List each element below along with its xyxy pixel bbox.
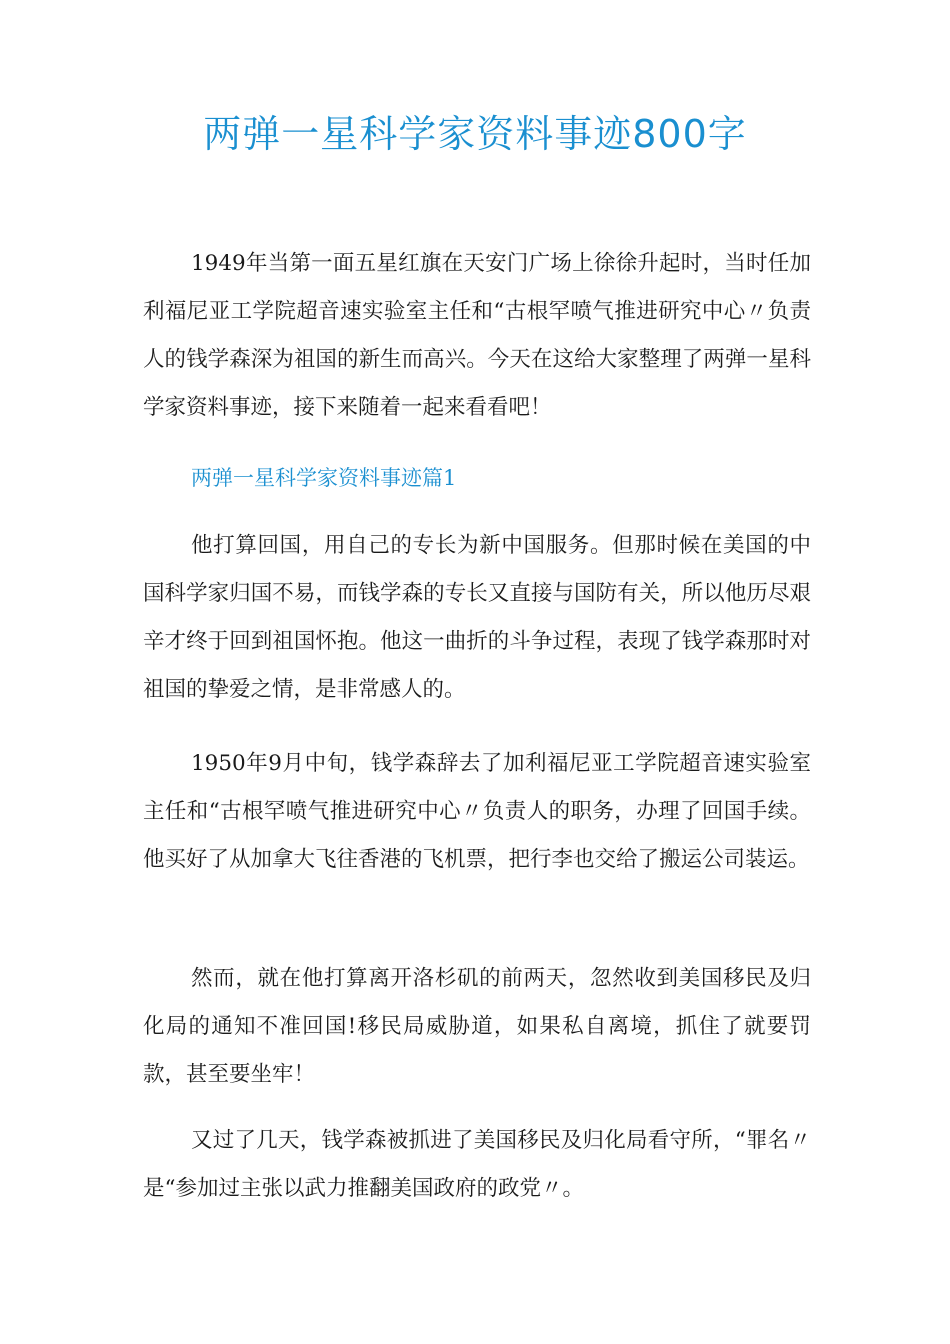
paragraph-return-plan: 他打算回国，用自己的专长为新中国服务。但那时候在美国的中国科学家归国不易，而钱学森的专长又直接与国防有关，所以他历尽艰辛才终于回到祖国怀抱。他这一曲折的斗争过程，表现了钱学森那时对祖国的挚爱之情，是非常感人的。 bbox=[143, 533, 811, 702]
section-heading: 两弹一星科学家资料事迹篇1 bbox=[191, 466, 457, 490]
intro-paragraph: 1949年当第一面五星红旗在天安门广场上徐徐升起时，当时任加利福尼亚工学院超音速实验室主任和“古根罕喷气推进研究中心〃负责人的钱学森深为祖国的新生而高兴。今天在这给大家整理了两弹一星科学家资料事迹，接下来随着一起来看看吧！ bbox=[143, 251, 811, 420]
document-title: 两弹一星科学家资料事迹800字 bbox=[203, 112, 747, 156]
paragraph-immigration-notice: 然而，就在他打算离开洛杉矶的前两天，忽然收到美国移民及归化局的通知不准回国!移民局威胁道，如果私自离境，抓住了就要罚款，甚至要坐牢！ bbox=[143, 966, 811, 1087]
paragraph-resignation: 1950年9月中旬，钱学森辞去了加利福尼亚工学院超音速实验室主任和“古根罕喷气推进研究中心〃负责人的职务，办理了回国手续。他买好了从加拿大飞往香港的飞机票，把行李也交给了搬运公司装运。 bbox=[143, 751, 811, 872]
paragraph-detention: 又过了几天，钱学森被抓进了美国移民及归化局看守所，“罪名〃是“参加过主张以武力推翻美国政府的政党〃。 bbox=[143, 1128, 811, 1201]
